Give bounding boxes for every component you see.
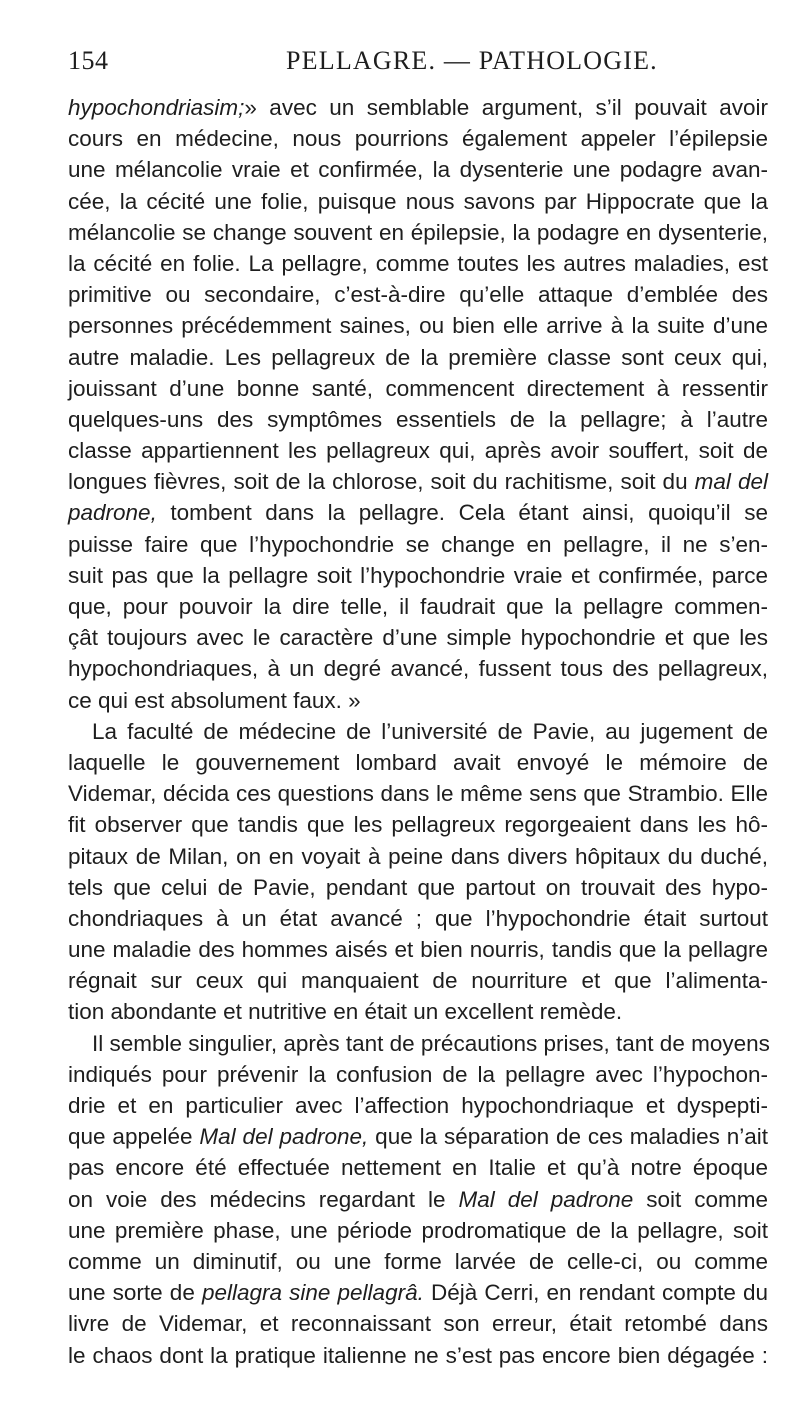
italic-text: pellagra sine pellagrâ. bbox=[201, 1280, 424, 1306]
text-segment: on voie des médecins regardant le bbox=[68, 1186, 459, 1212]
text-segment: que appelée bbox=[68, 1124, 200, 1150]
text-line bbox=[68, 934, 768, 965]
text-segment: jouissant d’une bonne santé, commencent directement à ressentir bbox=[68, 375, 768, 401]
text-segment: soit comme bbox=[633, 1186, 769, 1212]
text-segment: une sorte de bbox=[68, 1280, 202, 1306]
text-line bbox=[68, 872, 768, 903]
text-line bbox=[68, 1090, 768, 1121]
text-segment: çât toujours avec le caractère d’une simple hypochondrie et que les bbox=[68, 625, 768, 651]
text-segment: drie et en particulier avec l’affection hypochondriaque et dyspepti- bbox=[68, 1093, 768, 1118]
text-line bbox=[68, 747, 768, 778]
italic-text: hypochondriasim; bbox=[68, 95, 245, 120]
text-segment: tels que celui de Pavie, pendant que partout on trouvait des hypo- bbox=[68, 874, 768, 900]
text-segment: mélancolie se change souvent en épilepsie, la podagre en dysenterie, bbox=[68, 219, 768, 245]
text-line bbox=[68, 1028, 768, 1059]
text-line bbox=[68, 653, 768, 684]
text-line bbox=[68, 685, 768, 716]
text-segment: pitaux de Milan, on en voyait à peine dans divers hôpitaux du duché, bbox=[68, 843, 768, 869]
text-line bbox=[68, 903, 768, 934]
text-line bbox=[68, 809, 768, 840]
text-segment: une mélancolie vraie et confirmée, la dysenterie une podagre avan- bbox=[68, 157, 768, 183]
italic-text: Mal del padrone, bbox=[199, 1124, 369, 1150]
text-line bbox=[68, 186, 768, 217]
text-segment: fit observer que tandis que les pellagreux regorgeaient dans les hô- bbox=[68, 812, 768, 838]
text-segment: ce qui est absolument faux. » bbox=[68, 687, 361, 713]
text-segment: que, pour pouvoir la dire telle, il faudrait que la pellagre commen- bbox=[68, 594, 768, 619]
text-segment: régnait sur ceux qui manquaient de nourriture et que l’alimenta- bbox=[68, 968, 768, 994]
running-title: PELLAGRE. — PATHOLOGIE. bbox=[286, 46, 658, 75]
text-segment: suit pas que la pellagre soit l’hypochondrie vraie et confirmée, parce bbox=[68, 562, 768, 588]
text-segment: personnes précédemment saines, ou bien elle arrive à la suite d’une bbox=[68, 313, 768, 339]
text-line bbox=[68, 1215, 768, 1246]
text-segment: tion abondante et nutritive en était un excellent remède. bbox=[68, 999, 623, 1025]
text-line bbox=[68, 1308, 768, 1339]
text-line bbox=[68, 1340, 768, 1371]
text-line bbox=[68, 560, 768, 591]
text-line bbox=[68, 1246, 768, 1277]
text-segment: une première phase, une période prodromatique de la pellagre, soit bbox=[68, 1217, 768, 1243]
text-line bbox=[68, 529, 768, 560]
text-line bbox=[68, 1184, 768, 1215]
text-line bbox=[68, 123, 768, 154]
text-segment: classe appartiennent les pellagreux qui, après avoir souffert, soit de bbox=[68, 438, 768, 464]
text-line bbox=[68, 342, 768, 373]
text-line bbox=[68, 1277, 768, 1308]
text-line bbox=[68, 716, 768, 747]
text-line bbox=[68, 373, 768, 404]
text-segment: hypochondriaques, à un degré avancé, fussent tous des pellagreux, bbox=[68, 656, 768, 682]
text-segment: que la séparation de ces maladies n’ait bbox=[368, 1124, 769, 1150]
text-segment: la cécité en folie. La pellagre, comme toutes les autres maladies, est bbox=[68, 250, 768, 276]
text-line bbox=[68, 435, 768, 466]
text-segment: La faculté de médecine de l’université de Pavie, au jugement de bbox=[92, 718, 768, 744]
text-segment: tombent dans la pellagre. Cela étant ainsi, quoiqu’il se bbox=[156, 500, 768, 526]
text-line bbox=[68, 248, 768, 279]
text-segment: le chaos dont la pratique italienne ne s’est pas encore bien dégagée : bbox=[68, 1342, 768, 1368]
text-line bbox=[68, 622, 768, 653]
text-line bbox=[68, 217, 768, 248]
italic-text: Mal del padrone bbox=[458, 1186, 634, 1212]
text-line bbox=[68, 996, 768, 1027]
text-line bbox=[68, 1152, 768, 1183]
text-segment: longues fièvres, soit de la chlorose, soit du rachitisme, soit du bbox=[68, 469, 695, 495]
text-segment: une maladie des hommes aisés et bien nourris, tandis que la pellagre bbox=[68, 937, 768, 963]
text-line bbox=[68, 466, 768, 497]
text-line bbox=[68, 591, 768, 622]
text-line bbox=[68, 841, 768, 872]
text-segment: comme un diminutif, ou une forme larvée de celle-ci, ou comme bbox=[68, 1248, 768, 1274]
text-segment: cée, la cécité une folie, puisque nous savons par Hippocrate que la bbox=[68, 188, 768, 214]
text-segment: indiqués pour prévenir la confusion de la pellagre avec l’hypochon- bbox=[68, 1061, 768, 1087]
text-line bbox=[68, 279, 768, 310]
text-line bbox=[68, 92, 768, 123]
text-line bbox=[68, 404, 768, 435]
text-segment: livre de Videmar, et reconnaissant son erreur, était retombé dans bbox=[68, 1311, 768, 1337]
text-segment: chondriaques à un état avancé ; que l’hypochondrie était surtout bbox=[68, 905, 768, 931]
text-segment: cours en médecine, nous pourrions également appeler l’épilepsie bbox=[68, 126, 768, 152]
text-segment: Déjà Cerri, en rendant compte du bbox=[423, 1280, 768, 1306]
body-text bbox=[68, 92, 768, 1371]
text-segment: puisse faire que l’hypochondrie se change en pellagre, il ne s’en- bbox=[68, 531, 768, 557]
text-segment: pas encore été effectuée nettement en Italie et qu’à notre époque bbox=[68, 1155, 768, 1181]
text-line bbox=[68, 1121, 768, 1152]
text-line bbox=[68, 154, 768, 185]
italic-text: padrone, bbox=[68, 500, 157, 526]
text-segment: autre maladie. Les pellagreux de la première classe sont ceux qui, bbox=[68, 344, 768, 370]
text-line bbox=[68, 965, 768, 996]
italic-text: mal del bbox=[694, 469, 768, 495]
text-line bbox=[68, 1059, 768, 1090]
page-header bbox=[68, 46, 768, 86]
text-segment: » avec un semblable argument, s’il pouvait avoir bbox=[244, 95, 768, 120]
text-line bbox=[68, 497, 768, 528]
text-segment: laquelle le gouvernement lombard avait envoyé le mémoire de bbox=[68, 749, 768, 775]
text-line bbox=[68, 778, 768, 809]
text-segment: quelques-uns des symptômes essentiels de la pellagre; à l’autre bbox=[68, 406, 768, 432]
page-number: 154 bbox=[68, 46, 109, 75]
text-segment: Il semble singulier, après tant de précautions prises, tant de moyens bbox=[92, 1030, 770, 1056]
text-segment: primitive ou secondaire, c’est-à-dire qu’elle attaque d’emblée des bbox=[68, 282, 768, 308]
text-line bbox=[68, 310, 768, 341]
text-segment: Videmar, décida ces questions dans le même sens que Strambio. Elle bbox=[68, 781, 768, 807]
